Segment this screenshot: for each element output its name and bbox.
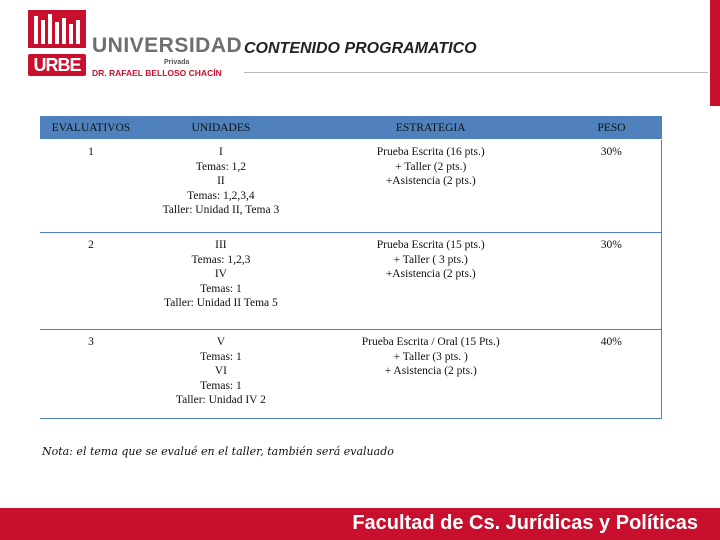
building-logo-icon — [28, 10, 86, 48]
unidades-line: V — [216, 336, 226, 348]
table-row — [40, 233, 662, 330]
footnote: Nota: el tema que se evalué en el taller, también será evaluado — [42, 445, 394, 458]
cell-unidades — [142, 233, 300, 330]
program-table — [40, 116, 662, 419]
cell-peso: 30% — [562, 233, 662, 330]
header-unidades: UNIDADES — [142, 116, 300, 140]
cell-unidades — [142, 140, 300, 233]
estrategia-line: Prueba Escrita / Oral (15 Pts.) — [361, 336, 500, 348]
logo-university-name: UNIVERSIDAD — [92, 34, 243, 57]
faculty-name: Facultad de Cs. Jurídicas y Políticas — [352, 512, 698, 534]
footer-bar — [0, 508, 720, 540]
table-row — [40, 330, 662, 419]
unidades-line: Temas: 1 — [200, 282, 242, 295]
cell-unidades — [142, 330, 300, 419]
cell-estrategia — [300, 330, 562, 419]
cell-estrategia — [300, 233, 562, 330]
unidades-line: Taller: Unidad IV 2 — [175, 394, 266, 406]
page-title: CONTENIDO PROGRAMATICO — [244, 40, 477, 57]
estrategia-line: + Taller ( 3 pts.) — [393, 253, 468, 266]
header-divider — [244, 72, 708, 73]
header-peso: PESO — [562, 116, 662, 140]
cell-evaluativo: 1 — [88, 146, 94, 158]
cell-peso: 40% — [600, 336, 622, 348]
cell-evaluativo: 3 — [88, 336, 94, 348]
cell-peso: 30% — [600, 146, 622, 158]
logo-founder-name: DR. RAFAEL BELLOSO CHACÍN — [92, 68, 222, 78]
estrategia-line: + Asistencia (2 pts.) — [384, 365, 477, 377]
unidades-line: IV — [214, 268, 227, 280]
logo-privada: Privada — [164, 59, 190, 66]
university-logo — [26, 6, 243, 78]
estrategia-line: +Asistencia (2 pts.) — [385, 268, 476, 280]
unidades-line: Temas: 1,2 — [195, 160, 247, 173]
unidades-line: Temas: 1,2,3 — [191, 253, 251, 266]
unidades-line: Taller: Unidad II, Tema 3 — [162, 204, 280, 216]
unidades-line: II — [217, 175, 225, 187]
estrategia-line: Prueba Escrita (16 pts.) — [376, 146, 485, 158]
unidades-line: VI — [214, 365, 227, 377]
cell-evaluativo: 2 — [40, 233, 142, 330]
estrategia-line: + Taller (3 pts. ) — [393, 350, 468, 363]
estrategia-line: + Taller (2 pts.) — [395, 160, 467, 173]
table-row — [40, 140, 662, 233]
cell-estrategia — [300, 140, 562, 233]
header-evaluativos: EVALUATIVOS — [40, 116, 142, 140]
unidades-line: I — [218, 146, 223, 158]
estrategia-line: Prueba Escrita (15 pts.) — [376, 239, 485, 251]
unidades-line: Temas: 1,2,3,4 — [187, 189, 255, 202]
unidades-line: III — [215, 239, 227, 251]
unidades-line: Taller: Unidad II Tema 5 — [164, 297, 278, 309]
table-header-row — [40, 116, 662, 140]
unidades-line: Temas: 1 — [200, 350, 242, 363]
unidades-line: Temas: 1 — [200, 379, 242, 392]
header-estrategia: ESTRATEGIA — [300, 116, 562, 140]
right-accent-bar — [710, 0, 720, 106]
logo-mark: URBE — [28, 54, 86, 76]
estrategia-line: +Asistencia (2 pts.) — [385, 175, 476, 187]
